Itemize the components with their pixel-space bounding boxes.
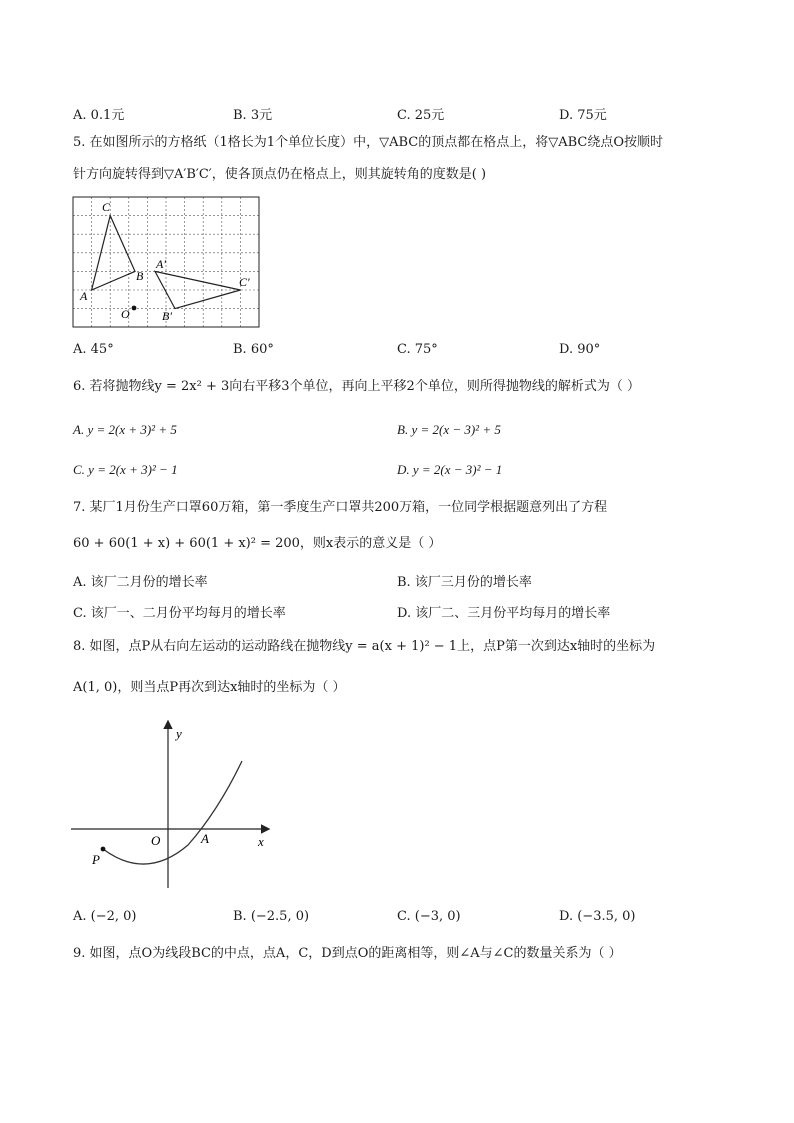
q4-option-b: B. 3元 xyxy=(233,108,273,123)
q5-label-a: A xyxy=(80,289,88,303)
q8-label-a: A xyxy=(201,831,209,846)
q6-option-c: C. y = 2(x + 3)² − 1 xyxy=(73,462,178,477)
q5-label-o: O xyxy=(121,307,130,321)
q5-label-a-prime: A′ xyxy=(156,257,166,271)
q6-option-d: D. y = 2(x − 3)² − 1 xyxy=(397,462,503,477)
q5-label-b: B xyxy=(136,269,144,283)
q8-stem-line2: A(1, 0)，则当点P再次到达x轴时的坐标为（ ） xyxy=(73,680,346,695)
q4-option-c: C. 25元 xyxy=(397,108,445,123)
q6-option-a: A. y = 2(x + 3)² + 5 xyxy=(73,422,177,437)
q8-label-x: x xyxy=(258,834,264,849)
q5-option-d: D. 90° xyxy=(559,342,601,357)
q8-option-c: C. (−3, 0) xyxy=(397,909,461,924)
q8-label-p: P xyxy=(92,852,100,867)
q5-label-c-prime: C′ xyxy=(239,275,250,289)
q5-label-c: C xyxy=(102,200,111,214)
q4-option-d: D. 75元 xyxy=(559,108,607,123)
q8-stem-line1: 8. 如图，点P从右向左运动的运动路线在抛物线y = a(x + 1)² − 1上，点P第一次到达x轴时的坐标为 xyxy=(73,639,656,654)
q4-option-a: A. 0.1元 xyxy=(73,108,125,123)
q7-option-c: C. 该厂一、二月份平均每月的增长率 xyxy=(73,606,286,621)
q5-stem-line1: 5. 在如图所示的方格纸（1格长为1个单位长度）中，▽ABC的顶点都在格点上，将▽ABC绕点O按顺时 xyxy=(73,135,663,150)
q5-stem-line2: 针方向旋转得到▽A′B′C′，使各顶点仍在格点上，则其旋转角的度数是( ) xyxy=(73,167,487,182)
q8-option-a: A. (−2, 0) xyxy=(73,909,137,924)
q9-stem: 9. 如图，点O为线段BC的中点，点A，C，D到点O的距离相等，则∠A与∠C的数量关系为（ ） xyxy=(73,946,622,961)
q5-option-c: C. 75° xyxy=(397,342,438,357)
q7-stem-line2: 60 + 60(1 + x) + 60(1 + x)² = 200，则x表示的意义是（ ） xyxy=(73,536,442,551)
q5-label-b-prime: B′ xyxy=(162,309,172,323)
q6-stem: 6. 若将抛物线y = 2x² + 3向右平移3个单位，再向上平移2个单位，则所得抛物线的解析式为（ ） xyxy=(73,379,640,394)
q8-label-y: y xyxy=(176,726,182,741)
q7-option-a: A. 该厂二月份的增长率 xyxy=(73,575,208,590)
q7-option-b: B. 该厂三月份的增长率 xyxy=(397,575,532,590)
q5-option-a: A. 45° xyxy=(73,342,114,357)
q8-option-d: D. (−3.5, 0) xyxy=(559,909,636,924)
q7-stem-line1: 7. 某厂1月份生产口罩60万箱，第一季度生产口罩共200万箱，一位同学根据题意列出了方程 xyxy=(73,500,608,515)
q8-option-b: B. (−2.5, 0) xyxy=(233,909,310,924)
q7-option-d: D. 该厂二、三月份平均每月的增长率 xyxy=(397,606,611,621)
q5-grid-figure xyxy=(70,194,260,329)
q8-label-o: O xyxy=(151,833,161,848)
q6-option-b: B. y = 2(x − 3)² + 5 xyxy=(397,422,501,437)
q8-parabola-figure xyxy=(68,716,278,896)
q5-option-b: B. 60° xyxy=(233,342,274,357)
